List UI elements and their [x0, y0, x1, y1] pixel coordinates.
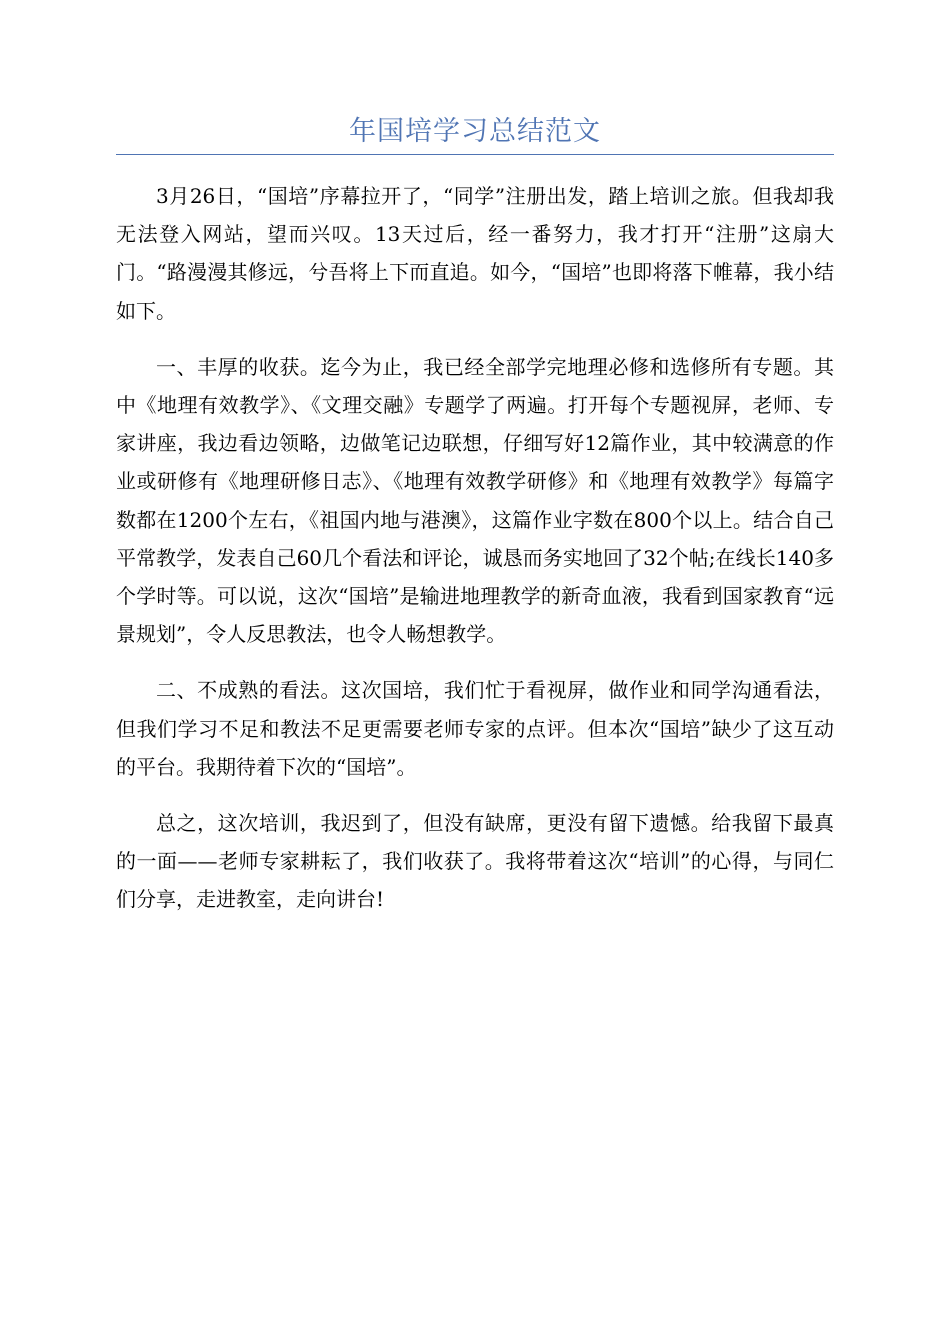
document-body	[116, 177, 834, 919]
paragraph-harvest: 一、丰厚的收获。迄今为止，我已经全部学完地理必修和选修所有专题。其中《地理有效教学》、《文理交融》专题学了两遍。打开每个专题视屏，老师、专家讲座，我边看边领略，边做笔记边联想，仔细写好12篇作业，其中较满意的作业或研修有《地理研修日志》、《地理有效教学研修》和《地理有效教学》每篇字数都在1200个左右，《祖国内地与港澳》，这篇作业字数在800个以上。结合自己平常教学，发表自己60几个看法和评论，诚恳而务实地回了32个帖;在线长140多个学时等。可以说，这次“国培”是输进地理教学的新奇血液，我看到国家教育“远景规划”，令人反思教法，也令人畅想教学。	[116, 354, 834, 647]
document-title: 年国培学习总结范文	[349, 116, 601, 147]
paragraph-conclusion: 总之，这次培训，我迟到了，但没有缺席，更没有留下遗憾。给我留下最真的一面——老师专家耕耘了，我们收获了。我将带着这次“培训”的心得，与同仁们分享，走进教室，走向讲台!	[116, 811, 834, 912]
paragraph-opinion: 二、不成熟的看法。这次国培，我们忙于看视屏，做作业和同学沟通看法，但我们学习不足和教法不足更需要老师专家的点评。但本次“国培”缺少了这互动的平台。我期待着下次的“国培”。	[116, 678, 834, 779]
title-underline	[116, 154, 834, 155]
document-page	[116, 112, 834, 937]
paragraph-intro: 3月26日，“国培”序幕拉开了，“同学”注册出发，踏上培训之旅。但我却我无法登入网站，望而兴叹。13天过后，经一番努力，我才打开“注册”这扇大门。“路漫漫其修远，兮吾将上下而直追。如今，“国培”也即将落下帷幕，我小结如下。	[116, 184, 834, 323]
